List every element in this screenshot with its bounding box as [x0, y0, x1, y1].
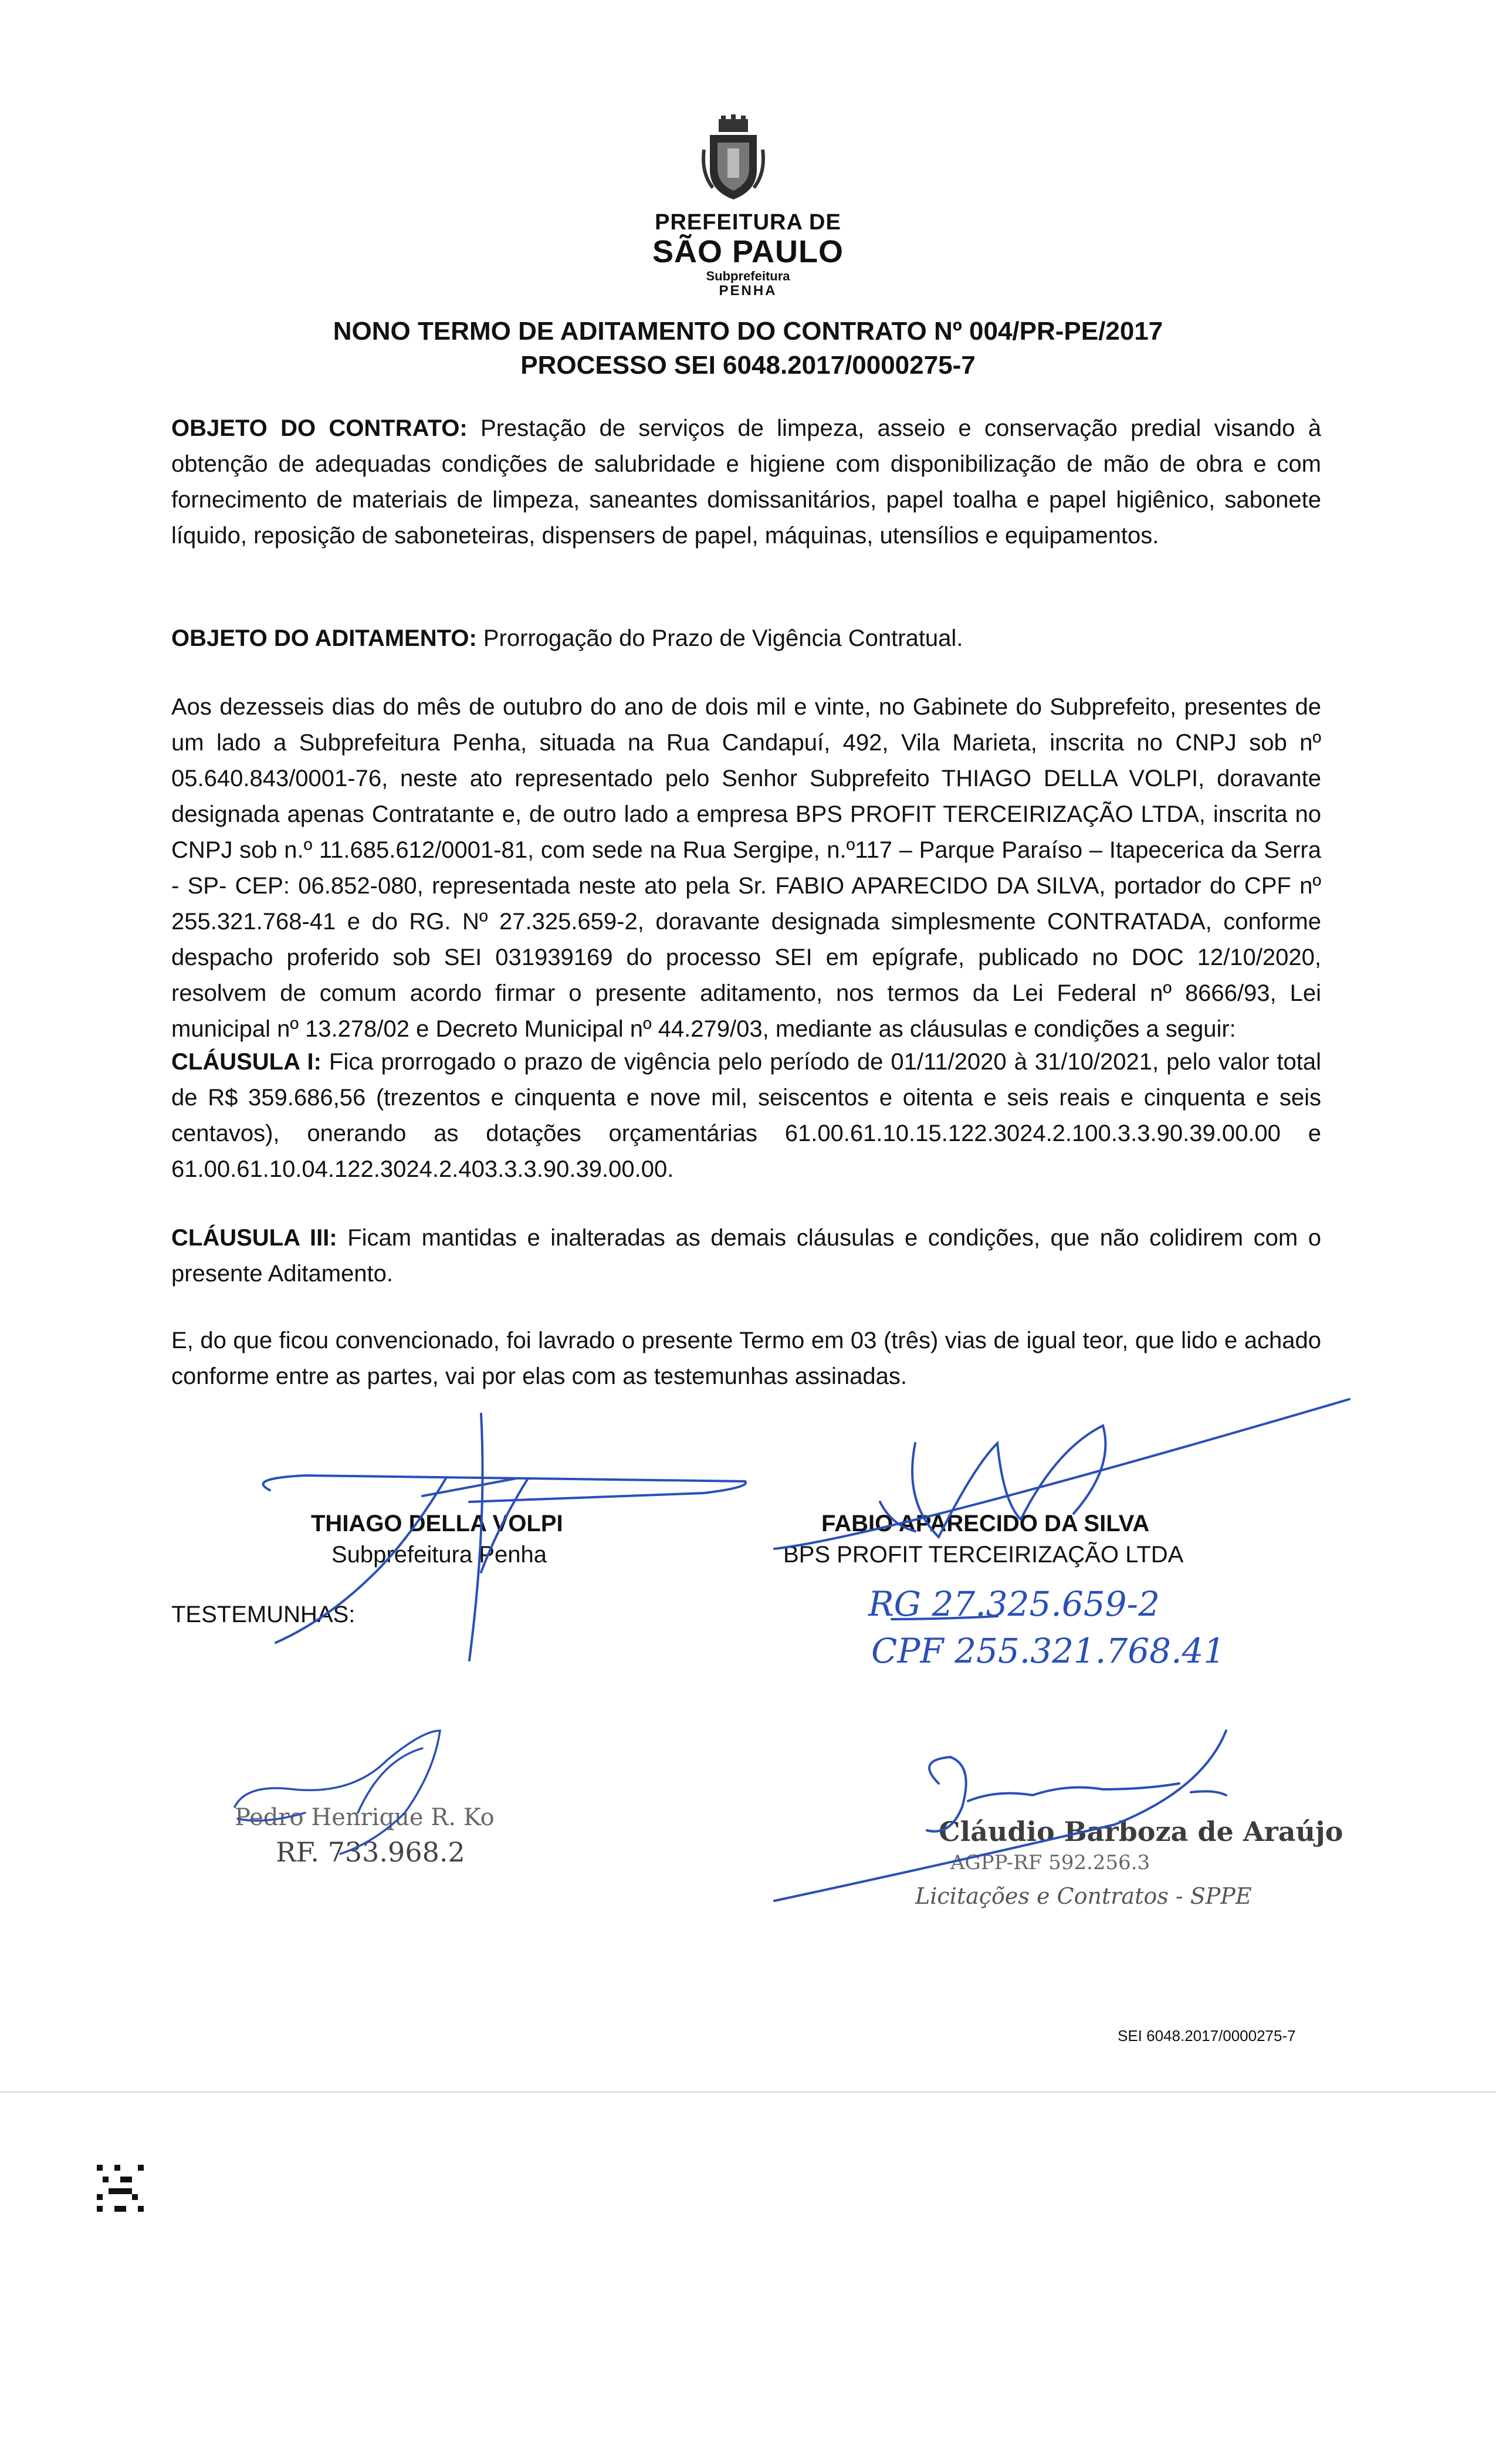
page-separator-line: [0, 2091, 1496, 2093]
footer-process-reference: SEI 6048.2017/0000275-7: [1118, 2027, 1296, 2045]
witness-1-signature: [235, 1731, 440, 1854]
witness-2-name: Cláudio Barboza de Araújo: [939, 1816, 1343, 1847]
contratada-signatory-company: BPS PROFIT TERCEIRIZAÇÃO LTDA: [783, 1542, 1184, 1568]
city-crest-icon: [701, 114, 766, 202]
objeto-aditamento-text: Prorrogação do Prazo de Vigência Contratual.: [476, 625, 963, 651]
clausula-1-text: Fica prorrogado o prazo de vigência pelo período de 01/11/2020 à 31/10/2021, pelo valor total de R$ 359.686,56 (trezentos e cinquenta e nove mil, seiscentos e oitenta e seis reais e cinquenta e seis centavos), onerando as dotações orçamentárias 61.00.61.10.15.122.3024.2.100.3.3.90.39.00.00 e 61.00.61.10.04.122.3024.2.403.3.3.90.39.00.00.: [171, 1049, 1321, 1182]
process-number: PROCESSO SEI 6048.2017/0000275-7: [520, 351, 976, 380]
handwritten-rg: RG 27.325.659-2: [868, 1584, 1160, 1624]
logo-prefeitura-text: PREFEITURA DE: [655, 210, 841, 235]
handwritten-cpf: CPF 255.321.768.41: [871, 1631, 1226, 1671]
witness-1-rf: RF. 733.968.2: [276, 1836, 465, 1868]
clausula-3-label: CLÁUSULA III:: [171, 1225, 337, 1251]
objeto-contrato-text: Prestação de serviços de limpeza, asseio e conservação predial visando à obtenção de adequadas condições de salubridade e higiene com disponibilização de mão de obra e com fornecimento de materiais de limpeza, saneantes domissanitários, papel toalha e papel higiênico, sabonete líquido, reposição de saboneteiras, dispensers de papel, máquinas, utensílios e equipamentos.: [171, 415, 1321, 549]
qr-code-icon: [97, 2165, 144, 2212]
objeto-contrato-paragraph: [171, 411, 1321, 554]
fecho-paragraph: E, do que ficou convencionado, foi lavrado o presente Termo em 03 (três) vias de igual teor, que lido e achado conforme entre as partes, vai por elas com as testemunhas assinadas.: [171, 1328, 1321, 1389]
preambulo-paragraph: Aos dezesseis dias do mês de outubro do ano de dois mil e vinte, no Gabinete do Subprefeito, presentes de um lado a Subprefeitura Penha, situada na Rua Candapuí, 492, Vila Marieta, inscrita no CNPJ sob nº 05.640.843/0001-76, neste ato representado pelo Senhor Subprefeito THIAGO DELLA VOLPI, doravante designada apenas Contratante e, de outro lado a empresa BPS PROFIT TERCEIRIZAÇÃO LTDA, inscrita no CNPJ sob n.º 11.685.612/0001-81, com sede na Rua Sergipe, n.º117 – Parque Paraíso – Itapecerica da Serra - SP- CEP: 06.852-080, representada neste ato pela Sr. FABIO APARECIDO DA SILVA, portador do CPF nº 255.321.768-41 e do RG. Nº 27.325.659-2, doravante designada simplesmente CONTRATADA, conforme despacho proferido sob SEI 031939169 do processo SEI em epígrafe, publicado no DOC 12/10/2020, resolvem de comum acordo firmar o presente aditamento, nos termos da Lei Federal nº 8666/93, Lei municipal nº 13.278/02 e Decreto Municipal nº 44.279/03, mediante as cláusulas e condições a seguir:: [171, 694, 1321, 1042]
testemunhas-label: TESTEMUNHAS:: [171, 1602, 356, 1627]
witness-2-setor: Licitações e Contratos - SPPE: [915, 1883, 1252, 1909]
witness-1-name: Pedro Henrique R. Ko: [235, 1804, 495, 1831]
objeto-aditamento-label: OBJETO DO ADITAMENTO:: [171, 625, 477, 651]
document-title: NONO TERMO DE ADITAMENTO DO CONTRATO Nº 004/PR-PE/2017: [333, 317, 1163, 346]
logo-subprefeitura-name: PENHA: [719, 283, 777, 299]
contratante-signatory-orgao: Subprefeitura Penha: [331, 1542, 547, 1568]
witness-2-rf: AGPP-RF 592.256.3: [950, 1851, 1150, 1874]
clausula-3-paragraph: [171, 1220, 1321, 1292]
clausula-1-label: CLÁUSULA I:: [171, 1049, 321, 1075]
clausula-1-paragraph: [171, 1044, 1321, 1187]
clausula-3-text: Ficam mantidas e inalteradas as demais cláusulas e condições, que não colidirem com o presente Aditamento.: [171, 1225, 1321, 1287]
logo-subprefeitura-label: Subprefeitura: [706, 269, 790, 283]
contratante-signatory-name: THIAGO DELLA VOLPI: [311, 1511, 563, 1536]
objeto-contrato-label: OBJETO DO CONTRATO:: [171, 415, 468, 441]
logo-city-name: SÃO PAULO: [652, 234, 844, 269]
contratada-signatory-name: FABIO APARECIDO DA SILVA: [821, 1511, 1150, 1536]
objeto-aditamento-paragraph: [171, 621, 1321, 656]
